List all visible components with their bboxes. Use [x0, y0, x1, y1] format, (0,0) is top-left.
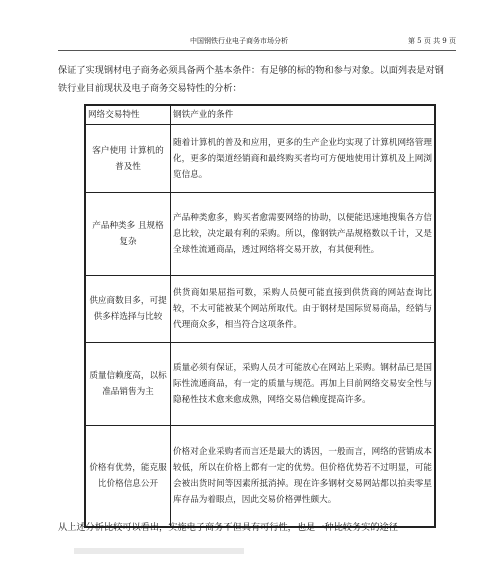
condition-cell: 供货商如果屈指可数，采购人员便可能直接到供货商的网站查询比较，不太可能被某个网站所取代。由于钢材是国际贸易商品，经销与代理商众多，相当符合这项条件。: [171, 276, 436, 343]
faded-next-line: [74, 548, 244, 554]
feature-cell: 供应商数目多，可提供多样选择与比较: [85, 276, 171, 343]
feature-cell: 价格有优势，能克服比价格信息公开: [85, 426, 171, 528]
condition-cell: 随着计算机的普及和应用，更多的生产企业均实现了计算机网络管理化，更多的渠道经销商和最终购买者均可方便地使用计算机及上网浏览信息。: [171, 125, 436, 193]
table-row: [85, 125, 435, 193]
feature-cell: 质量信赖度高，以标准品销售为主: [85, 343, 171, 426]
condition-cell: 产品种类愈多，购买者愈需要网络的协助，以便能迅速地搜集各方信息比较，决定最有利的采购。所以，像钢铁产品规格数以千计，又是全球性流通商品，透过网络将交易开放，有其便利性。: [171, 193, 436, 276]
table-row: [85, 193, 435, 276]
column-header-feature: 网络交易特性: [85, 105, 171, 125]
table-row: [85, 276, 435, 343]
table-row: [85, 426, 435, 528]
conclusion-paragraph: 从上述分析比较可以看出，实施电子商务不但具有可行性，也是一种比较务实的途径: [58, 522, 398, 533]
header-title: 中国钢铁行业电子商务市场分析: [190, 37, 288, 45]
column-header-condition: 钢铁产业的条件: [171, 105, 436, 125]
table-header-row: [85, 105, 435, 125]
feature-cell: 客户使用 计算机的普及性: [85, 125, 171, 193]
condition-cell: 质量必须有保证，采购人员才可能放心在网站上采购。钢材品已是国际性流通商品，有一定的质量与规范。再加上目前网络交易安全性与隐秘性技术愈来愈成熟，网络交易信赖度提高许多。: [171, 343, 436, 426]
page-number: 第 5 页 共 9 页: [407, 37, 456, 45]
condition-cell: 价格对企业采购者而言还是最大的诱因，一般而言，网络的营销成本较低，所以在价格上都有一定的优势。但价格优势若不过明显，可能会被出货时间等因素所抵消掉。现在许多钢材交易网站都以拍卖零星库存品为着眼点，因此交易价格弹性颇大。: [171, 426, 436, 528]
intro-paragraph: 保证了实现钢材电子商务必须具备两个基本条件：有足够的标的物和参与对象。以面列表是对钢铁行业目前现状及电子商务交易特性的分析：: [58, 65, 444, 94]
page-header: [58, 36, 456, 51]
feature-cell: 产品种类多 且规格复杂: [85, 193, 171, 276]
table-row: [85, 343, 435, 426]
trading-properties-table: [84, 104, 436, 528]
